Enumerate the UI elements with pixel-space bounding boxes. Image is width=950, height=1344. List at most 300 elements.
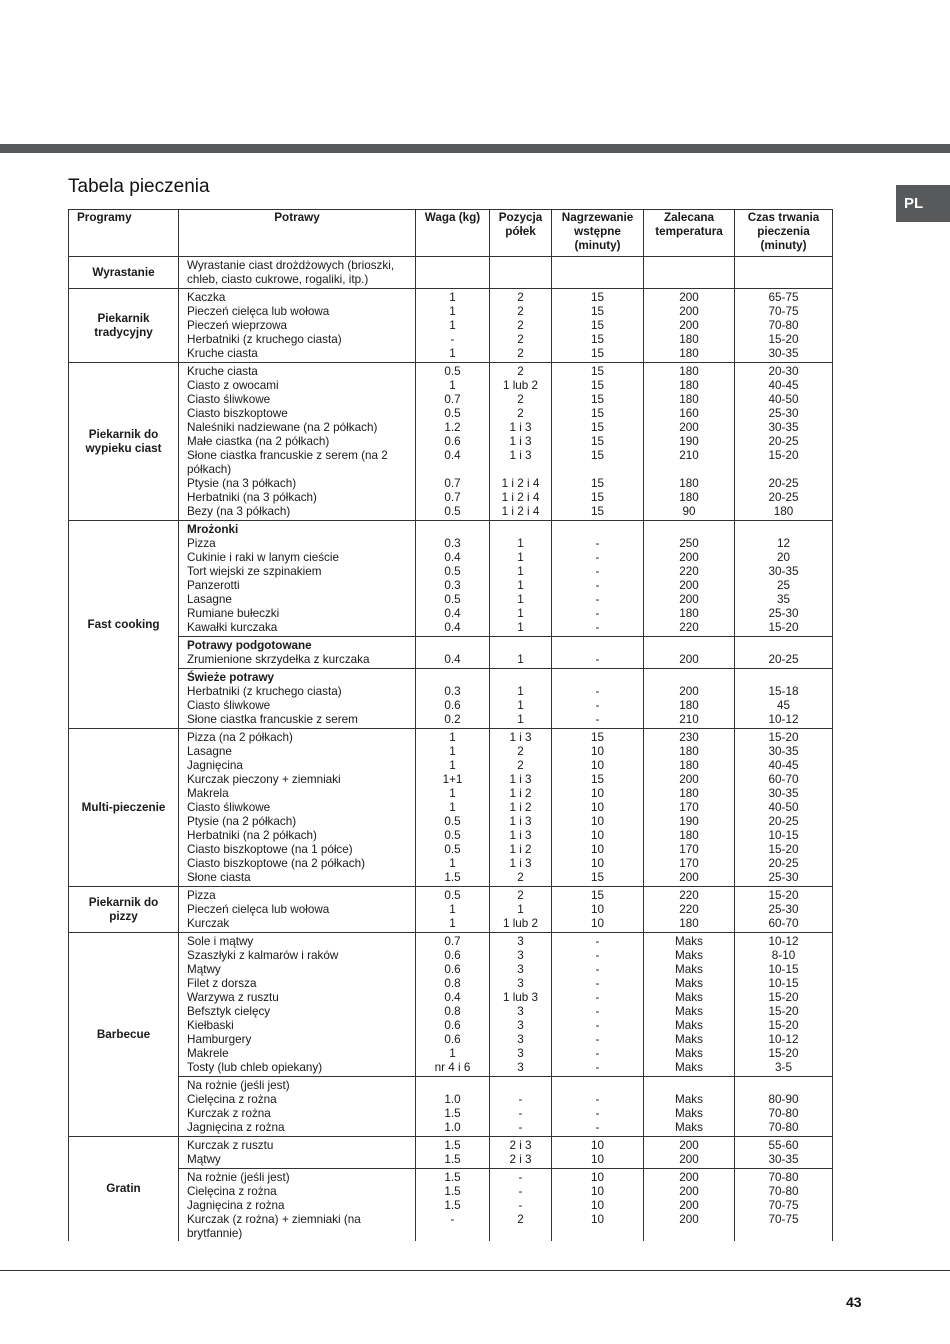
weight-cell: 0.7 [416,393,490,407]
weight-cell: 1.5 [416,1107,490,1121]
temperature-cell: 200 [644,685,735,699]
shelf-cell: 3 [490,949,552,963]
dish-cell: Ciasto z owocami [179,379,416,393]
shelf-cell: 2 [490,289,552,306]
preheat-cell: 10 [552,1199,644,1213]
weight-cell: 0.6 [416,1019,490,1033]
weight-cell: 0.6 [416,699,490,713]
shelf-cell: 1 [490,713,552,729]
shelf-cell: 2 [490,393,552,407]
temperature-cell: 200 [644,1185,735,1199]
table-row [69,933,833,950]
table-row [69,379,833,393]
temperature-cell: 200 [644,871,735,887]
shelf-cell: 2 [490,887,552,904]
program-name: Wyrastanie [69,257,179,289]
preheat-cell: - [552,579,644,593]
dish-cell: Panzerotti [179,579,416,593]
shelf-cell: 2 [490,745,552,759]
shelf-cell: 1 i 3 [490,829,552,843]
dish-cell: Ptysie (na 2 półkach) [179,815,416,829]
temperature-cell: 180 [644,347,735,363]
temperature-cell: 200 [644,551,735,565]
weight-cell: 1 [416,729,490,746]
temperature-cell: Maks [644,949,735,963]
table-row [69,713,833,729]
weight-cell: 1 [416,787,490,801]
weight-cell: 0.6 [416,949,490,963]
preheat-cell: - [552,593,644,607]
dish-cell: Cielęcina z rożna [179,1093,416,1107]
temperature-cell: 180 [644,699,735,713]
dish-cell: Małe ciastka (na 2 półkach) [179,435,416,449]
time-cell: 35 [735,593,833,607]
shelf-cell: 1 i 3 [490,435,552,449]
time-cell: 20-30 [735,363,833,380]
time-cell [735,521,833,538]
temperature-cell: 180 [644,477,735,491]
weight-cell: 0.4 [416,449,490,477]
dish-cell: Kiełbaski [179,1019,416,1033]
preheat-cell: 15 [552,477,644,491]
dish-cell: Cukinie i raki w lanym cieście [179,551,416,565]
dish-cell: Zrumienione skrzydełka z kurczaka [179,653,416,669]
table-row [69,579,833,593]
table-row [69,1107,833,1121]
preheat-cell: 15 [552,887,644,904]
table-row [69,407,833,421]
preheat-cell: - [552,1121,644,1137]
time-cell: 30-35 [735,565,833,579]
weight-cell: 0.4 [416,607,490,621]
dish-cell: Ciasto biszkoptowe (na 1 półce) [179,843,416,857]
time-cell: 20-25 [735,435,833,449]
temperature-cell: Maks [644,1093,735,1107]
dish-cell: Tort wiejski ze szpinakiem [179,565,416,579]
preheat-cell: 15 [552,393,644,407]
time-cell [735,669,833,686]
weight-cell: 0.4 [416,991,490,1005]
weight-cell: 1.5 [416,1137,490,1154]
weight-cell: 0.5 [416,815,490,829]
shelf-cell: 2 [490,363,552,380]
dish-cell: Herbatniki (na 3 półkach) [179,491,416,505]
time-cell: 15-20 [735,1047,833,1061]
preheat-cell: 15 [552,871,644,887]
dish-cell: Mątwy [179,1153,416,1169]
preheat-cell: - [552,1019,644,1033]
dish-cell: Jagnięcina z rożna [179,1121,416,1137]
temperature-cell: Maks [644,1121,735,1137]
temperature-cell [644,521,735,538]
table-row [69,759,833,773]
time-cell: 15-20 [735,1019,833,1033]
dish-cell: Herbatniki (na 2 półkach) [179,829,416,843]
shelf-cell: 2 [490,305,552,319]
table-row [69,787,833,801]
shelf-cell: 1 i 2 i 4 [490,505,552,521]
table-row [69,1185,833,1199]
dish-cell: Filet z dorsza [179,977,416,991]
page-number: 43 [846,1294,862,1310]
preheat-cell [552,1077,644,1094]
preheat-cell: 10 [552,1153,644,1169]
time-cell: 20-25 [735,857,833,871]
dish-cell: Szaszłyki z kalmarów i raków [179,949,416,963]
shelf-cell: 2 [490,407,552,421]
time-cell: 15-20 [735,621,833,637]
shelf-cell: 1 i 3 [490,773,552,787]
temperature-cell: 250 [644,537,735,551]
time-cell: 25-30 [735,607,833,621]
time-cell: 70-75 [735,305,833,319]
dish-cell: Sole i mątwy [179,933,416,950]
preheat-cell: 15 [552,491,644,505]
dish-cell: Ptysie (na 3 półkach) [179,477,416,491]
weight-cell: - [416,1213,490,1241]
baking-table-container [68,209,832,1239]
header-temperature: Zalecana temperatura [644,210,735,257]
shelf-cell: 1 [490,699,552,713]
weight-cell: 0.6 [416,435,490,449]
temperature-cell: 220 [644,621,735,637]
temperature-cell: Maks [644,1047,735,1061]
preheat-cell: 15 [552,407,644,421]
weight-cell: 1 [416,1047,490,1061]
temperature-cell: 200 [644,593,735,607]
time-cell: 15-20 [735,991,833,1005]
table-row [69,1019,833,1033]
temperature-cell: Maks [644,963,735,977]
dish-cell: Kruche ciasta [179,347,416,363]
weight-cell: 1.0 [416,1093,490,1107]
time-cell: 20-25 [735,477,833,491]
time-cell: 20 [735,551,833,565]
dish-cell: Kurczak (z rożna) + ziemniaki (na brytfannie) [179,1213,416,1241]
time-cell: 70-80 [735,1169,833,1186]
weight-cell: 1.2 [416,421,490,435]
table-row [69,977,833,991]
time-cell: 15-20 [735,887,833,904]
shelf-cell: 1 [490,621,552,637]
weight-cell: 1+1 [416,773,490,787]
preheat-cell: 10 [552,1169,644,1186]
temperature-cell: Maks [644,1061,735,1077]
table-row [69,289,833,306]
temperature-cell: 200 [644,653,735,669]
table-row [69,699,833,713]
dish-cell: Pizza (na 2 półkach) [179,729,416,746]
table-row [69,449,833,477]
shelf-cell: 1 [490,537,552,551]
weight-cell: 0.5 [416,505,490,521]
time-cell: 20-25 [735,491,833,505]
weight-cell: 0.6 [416,963,490,977]
weight-cell [416,637,490,654]
preheat-cell: 15 [552,729,644,746]
temperature-cell: 200 [644,1169,735,1186]
table-row [69,1033,833,1047]
temperature-cell: 200 [644,1137,735,1154]
table-row [69,871,833,887]
dish-cell: Tosty (lub chleb opiekany) [179,1061,416,1077]
table-subheading-row [69,521,833,538]
program-name: Fast cooking [69,521,179,729]
temperature-cell [644,669,735,686]
dish-cell: Kurczak [179,917,416,933]
preheat-cell: 10 [552,1185,644,1199]
time-cell: 70-80 [735,319,833,333]
dish-cell: Słone ciastka francuskie z serem [179,713,416,729]
shelf-cell: 2 [490,333,552,347]
page-title: Tabela pieczenia [68,176,210,197]
weight-cell: 0.4 [416,551,490,565]
time-cell: 25 [735,579,833,593]
dish-cell: Kawałki kurczaka [179,621,416,637]
preheat-cell: - [552,1093,644,1107]
preheat-cell: 15 [552,379,644,393]
table-row [69,257,833,289]
weight-cell: 0.4 [416,621,490,637]
preheat-cell: 10 [552,857,644,871]
time-cell: 70-80 [735,1121,833,1137]
preheat-cell: - [552,607,644,621]
table-row [69,745,833,759]
preheat-cell: 10 [552,903,644,917]
time-cell: 40-50 [735,801,833,815]
time-cell: 30-35 [735,421,833,435]
shelf-cell: 1 i 3 [490,729,552,746]
preheat-cell: - [552,933,644,950]
table-row [69,319,833,333]
dish-cell: Warzywa z rusztu [179,991,416,1005]
shelf-cell: 3 [490,933,552,950]
dish-cell: Mątwy [179,963,416,977]
table-row [69,551,833,565]
preheat-cell: 15 [552,421,644,435]
shelf-cell [490,637,552,654]
temperature-cell: 180 [644,607,735,621]
subcategory-label: Mrożonki [179,521,416,538]
preheat-cell: - [552,1047,644,1061]
time-cell [735,1077,833,1094]
table-body [69,257,833,1242]
weight-cell: 0.8 [416,1005,490,1019]
table-subheading-row [69,669,833,686]
time-cell: 10-15 [735,977,833,991]
time-cell: 15-20 [735,843,833,857]
temperature-cell: 200 [644,773,735,787]
weight-cell [416,521,490,538]
shelf-cell: 2 i 3 [490,1137,552,1154]
temperature-cell: 90 [644,505,735,521]
preheat-cell [552,257,644,289]
dish-cell: Słone ciasta [179,871,416,887]
weight-cell: 1 [416,745,490,759]
weight-cell: 0.7 [416,477,490,491]
table-row [69,887,833,904]
time-cell: 70-75 [735,1213,833,1241]
shelf-cell: 1 i 3 [490,815,552,829]
preheat-cell: - [552,1005,644,1019]
weight-cell: 1 [416,305,490,319]
program-name: Piekarnik tradycyjny [69,289,179,363]
weight-cell: 0.3 [416,579,490,593]
weight-cell: 0.5 [416,887,490,904]
preheat-cell: 15 [552,773,644,787]
shelf-cell: 1 lub 2 [490,379,552,393]
preheat-cell: 15 [552,505,644,521]
temperature-cell: 180 [644,379,735,393]
time-cell: 30-35 [735,347,833,363]
dish-cell: Befsztyk cielęcy [179,1005,416,1019]
shelf-cell: 1 i 3 [490,449,552,477]
table-row [69,685,833,699]
table-row [69,347,833,363]
shelf-cell: 3 [490,1061,552,1077]
weight-cell: 0.8 [416,977,490,991]
table-row [69,1077,833,1094]
temperature-cell: 190 [644,435,735,449]
time-cell: 180 [735,505,833,521]
temperature-cell: 180 [644,491,735,505]
dish-cell: Lasagne [179,745,416,759]
temperature-cell: 200 [644,305,735,319]
preheat-cell: 10 [552,829,644,843]
temperature-cell: 190 [644,815,735,829]
program-name: Gratin [69,1137,179,1242]
shelf-cell: - [490,1169,552,1186]
weight-cell: nr 4 i 6 [416,1061,490,1077]
dish-cell: Makrela [179,787,416,801]
weight-cell: 1.5 [416,1199,490,1213]
weight-cell: 0.2 [416,713,490,729]
shelf-cell: 1 i 2 i 4 [490,491,552,505]
shelf-cell: 3 [490,963,552,977]
weight-cell [416,1077,490,1094]
temperature-cell [644,1077,735,1094]
temperature-cell: 180 [644,917,735,933]
table-row [69,1137,833,1154]
table-header-row [69,210,833,257]
preheat-cell: - [552,537,644,551]
weight-cell: 0.5 [416,363,490,380]
header-preheat: Nagrzewanie wstępne (minuty) [552,210,644,257]
shelf-cell [490,1077,552,1094]
table-row [69,505,833,521]
dish-cell: Makrele [179,1047,416,1061]
weight-cell: 1 [416,759,490,773]
shelf-cell: 2 i 3 [490,1153,552,1169]
temperature-cell: 200 [644,1199,735,1213]
temperature-cell: 170 [644,843,735,857]
program-name: Piekarnik do pizzy [69,887,179,933]
language-tab: PL [896,185,950,222]
shelf-cell: - [490,1185,552,1199]
time-cell: 15-20 [735,449,833,477]
temperature-cell: 200 [644,1213,735,1241]
shelf-cell: 3 [490,1033,552,1047]
weight-cell: 0.3 [416,685,490,699]
weight-cell: 0.6 [416,1033,490,1047]
dish-cell: Naleśniki nadziewane (na 2 półkach) [179,421,416,435]
temperature-cell: 180 [644,393,735,407]
dish-cell: Kurczak z rusztu [179,1137,416,1154]
time-cell: 30-35 [735,1153,833,1169]
preheat-cell: 15 [552,289,644,306]
time-cell: 70-80 [735,1107,833,1121]
dish-cell: Rumiane bułeczki [179,607,416,621]
time-cell: 10-15 [735,963,833,977]
temperature-cell: 220 [644,565,735,579]
time-cell: 20-25 [735,815,833,829]
shelf-cell: 1 i 2 [490,843,552,857]
time-cell: 40-50 [735,393,833,407]
table-subheading-row [69,637,833,654]
shelf-cell: 1 i 2 i 4 [490,477,552,491]
time-cell: 60-70 [735,773,833,787]
dish-cell: Wyrastanie ciast drożdżowych (brioszki, chleb, ciasto cukrowe, rogaliki, itp.) [179,257,416,289]
shelf-cell: 2 [490,871,552,887]
preheat-cell: 15 [552,305,644,319]
time-cell: 55-60 [735,1137,833,1154]
temperature-cell: 220 [644,903,735,917]
weight-cell: 1 [416,903,490,917]
weight-cell: 0.5 [416,407,490,421]
time-cell: 40-45 [735,379,833,393]
table-row [69,903,833,917]
time-cell: 25-30 [735,903,833,917]
table-row [69,1093,833,1107]
weight-cell: 1.5 [416,871,490,887]
shelf-cell: 3 [490,1005,552,1019]
program-name: Multi-pieczenie [69,729,179,887]
weight-cell: 1 [416,319,490,333]
subcategory-label: Świeże potrawy [179,669,416,686]
dish-cell: Bezy (na 3 półkach) [179,505,416,521]
bottom-divider-line [0,1270,950,1271]
dish-cell: Kruche ciasta [179,363,416,380]
temperature-cell: 180 [644,363,735,380]
weight-cell: 1 [416,917,490,933]
dish-cell: Hamburgery [179,1033,416,1047]
table-row [69,565,833,579]
shelf-cell: 1 [490,593,552,607]
weight-cell [416,669,490,686]
table-row [69,421,833,435]
time-cell: 40-45 [735,759,833,773]
shelf-cell: - [490,1093,552,1107]
table-row [69,963,833,977]
preheat-cell: - [552,551,644,565]
dish-cell: Herbatniki (z kruchego ciasta) [179,333,416,347]
shelf-cell: 1 [490,565,552,579]
shelf-cell: 1 [490,685,552,699]
table-row [69,773,833,787]
preheat-cell: - [552,621,644,637]
header-dish: Potrawy [179,210,416,257]
weight-cell: 0.7 [416,491,490,505]
table-row [69,1121,833,1137]
shelf-cell: 1 i 2 [490,801,552,815]
table-row [69,435,833,449]
preheat-cell [552,637,644,654]
shelf-cell [490,521,552,538]
time-cell: 30-35 [735,787,833,801]
table-row [69,477,833,491]
dish-cell: Lasagne [179,593,416,607]
temperature-cell: 180 [644,759,735,773]
